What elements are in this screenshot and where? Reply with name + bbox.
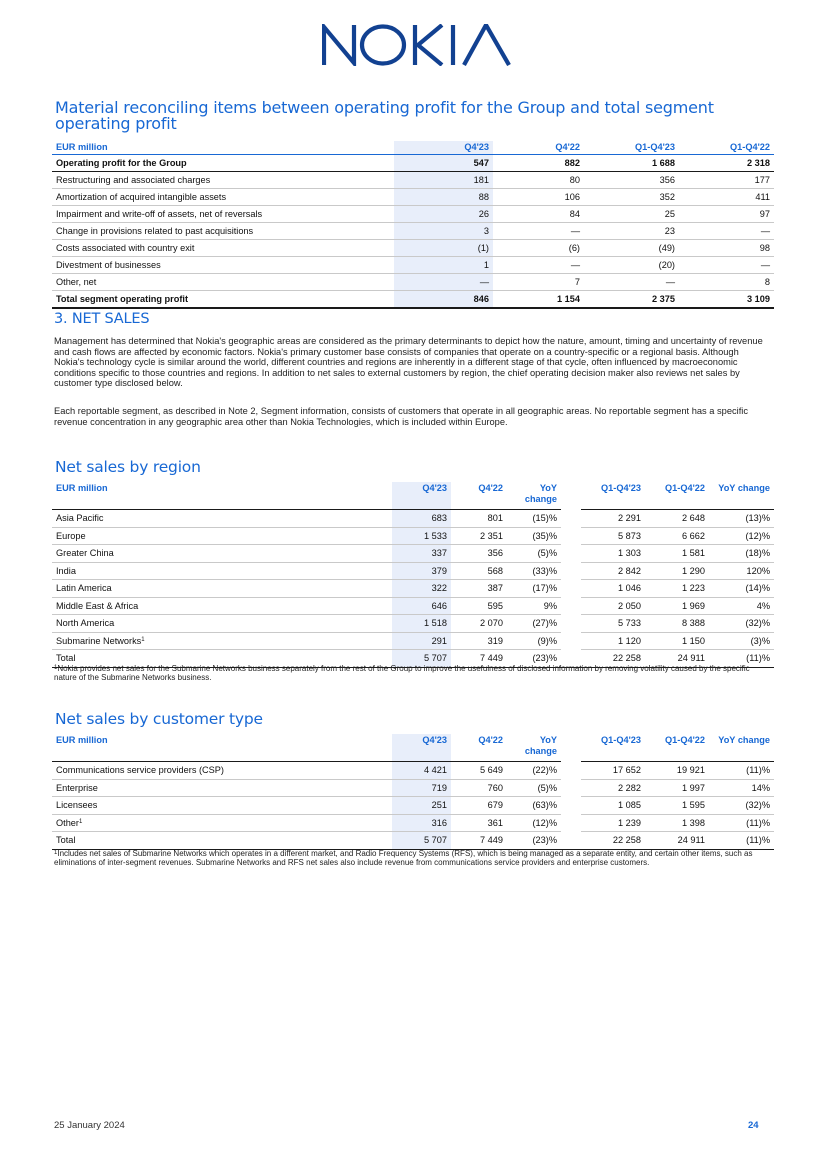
column-gap xyxy=(561,580,581,598)
table-cell: 251 xyxy=(392,797,451,815)
table-cell: (17)% xyxy=(507,580,561,598)
table-cell: 719 xyxy=(392,779,451,797)
table-cell: 26 xyxy=(394,206,493,223)
table-cell: (14)% xyxy=(709,580,774,598)
table-cell: 84 xyxy=(493,206,584,223)
column-header: Q4'23 xyxy=(394,141,493,155)
row-label-text: Latin America xyxy=(56,583,112,593)
table-cell: (1) xyxy=(394,240,493,257)
row-label-text: Asia Pacific xyxy=(56,513,104,523)
column-header: Q1-Q4'22 xyxy=(679,141,774,155)
table-cell: (32)% xyxy=(709,797,774,815)
row-label-text: Communications service providers (CSP) xyxy=(56,765,224,775)
table-cell: (35)% xyxy=(507,527,561,545)
table-cell: 1 533 xyxy=(392,527,451,545)
net-sales-paragraph-2: Each reportable segment, as described in Note 2, Segment information, consists of customers that operate in all geographic areas. No reportable segment has a specific revenue concentration in any geographic area other than Nokia Technologies, which is included within Europe. xyxy=(54,406,749,427)
table-cell: 5 649 xyxy=(451,762,507,780)
table-row xyxy=(52,274,774,291)
table-cell: 683 xyxy=(392,510,451,528)
column-header: Q4'22 xyxy=(493,141,584,155)
table-cell: 801 xyxy=(451,510,507,528)
table-cell: 120% xyxy=(709,562,774,580)
table-cell: 3 xyxy=(394,223,493,240)
table-cell: 22 258 xyxy=(581,650,645,668)
table-row xyxy=(52,155,774,172)
table-cell: 322 xyxy=(392,580,451,598)
column-gap xyxy=(561,734,581,762)
table-row xyxy=(52,223,774,240)
row-label: Divestment of businesses xyxy=(52,257,394,274)
table-cell: 3 109 xyxy=(679,291,774,309)
table-cell: 411 xyxy=(679,189,774,206)
table-cell: 2 318 xyxy=(679,155,774,172)
row-label-text: India xyxy=(56,565,76,576)
table-row xyxy=(52,615,774,633)
row-label xyxy=(52,510,392,528)
table-row xyxy=(52,206,774,223)
column-gap xyxy=(561,597,581,615)
table-row xyxy=(52,814,774,832)
table-cell: (20) xyxy=(584,257,679,274)
table-cell: (11)% xyxy=(709,650,774,668)
table-cell: 291 xyxy=(392,632,451,650)
table-cell: (23)% xyxy=(507,650,561,668)
table-cell: — xyxy=(584,274,679,291)
table-cell: (13)% xyxy=(709,510,774,528)
column-header: Q1-Q4'23 xyxy=(581,734,645,762)
column-header: Q4'23 xyxy=(392,734,451,762)
table-cell: 2 070 xyxy=(451,615,507,633)
table-cell: 5 733 xyxy=(581,615,645,633)
table-row xyxy=(52,257,774,274)
table-cell: 882 xyxy=(493,155,584,172)
region-footnote xyxy=(54,665,770,683)
table-cell: 24 911 xyxy=(645,650,709,668)
table-cell: 14% xyxy=(709,779,774,797)
column-header: Q1-Q4'23 xyxy=(584,141,679,155)
table-cell: 2 375 xyxy=(584,291,679,309)
table-cell: 1 290 xyxy=(645,562,709,580)
table-cell: 4% xyxy=(709,597,774,615)
row-label-text: Total xyxy=(56,835,76,845)
table-cell: (9)% xyxy=(507,632,561,650)
table-cell: 1 239 xyxy=(581,814,645,832)
table-row xyxy=(52,189,774,206)
table-cell: (12)% xyxy=(507,814,561,832)
table-cell: (23)% xyxy=(507,832,561,850)
table-cell: (11)% xyxy=(709,814,774,832)
table-cell: (22)% xyxy=(507,762,561,780)
table-cell: — xyxy=(679,257,774,274)
row-label xyxy=(52,545,392,563)
row-label: Total segment operating profit xyxy=(52,291,394,309)
row-label: Restructuring and associated charges xyxy=(52,172,394,189)
table-cell: — xyxy=(493,257,584,274)
row-label: Other, net xyxy=(52,274,394,291)
table-cell: 9% xyxy=(507,597,561,615)
footnote-marker: 1 xyxy=(141,636,145,643)
table-cell: 4 421 xyxy=(392,762,451,780)
table-cell: 568 xyxy=(451,562,507,580)
row-label-text: Total xyxy=(56,653,76,663)
customer-footnote-text: Includes net sales of Submarine Networks which operates in a different market, and Radio Frequency Systems (RFS), which is being managed as a separate entity, and certain other items, such as eliminations of inter-segment revenues. Submarine Networks and RFS net sales also include revenue from communications service providers and enterprise customers. xyxy=(54,849,753,867)
table-cell: 2 282 xyxy=(581,779,645,797)
table-row xyxy=(52,797,774,815)
row-label xyxy=(52,597,392,615)
footnote-marker: 1 xyxy=(54,665,58,671)
column-gap xyxy=(561,632,581,650)
row-label xyxy=(52,779,392,797)
table-row xyxy=(52,632,774,650)
column-gap xyxy=(561,762,581,780)
table-cell: 5 707 xyxy=(392,832,451,850)
table-cell: 387 xyxy=(451,580,507,598)
table-cell: 1 969 xyxy=(645,597,709,615)
column-gap xyxy=(561,562,581,580)
table-cell: 7 449 xyxy=(451,650,507,668)
column-header: Q4'23 xyxy=(392,482,451,510)
table-cell: 2 648 xyxy=(645,510,709,528)
table-cell: 1 398 xyxy=(645,814,709,832)
table-cell: 646 xyxy=(392,597,451,615)
table-cell: 1 595 xyxy=(645,797,709,815)
row-label-text: North America xyxy=(56,618,115,628)
row-label xyxy=(52,814,392,832)
table-cell: 2 842 xyxy=(581,562,645,580)
row-label xyxy=(52,527,392,545)
table-cell: 106 xyxy=(493,189,584,206)
row-label: Impairment and write-off of assets, net of reversals xyxy=(52,206,394,223)
table-cell: 6 662 xyxy=(645,527,709,545)
table-cell: 316 xyxy=(392,814,451,832)
row-label-text: Enterprise xyxy=(56,782,98,793)
column-header: Q4'22 xyxy=(451,734,507,762)
table-cell: 181 xyxy=(394,172,493,189)
table-row xyxy=(52,562,774,580)
table-cell: 8 xyxy=(679,274,774,291)
table-cell: 97 xyxy=(679,206,774,223)
table-row xyxy=(52,510,774,528)
reconciliation-table xyxy=(52,141,774,309)
table-cell: 177 xyxy=(679,172,774,189)
table-row xyxy=(52,580,774,598)
region-footnote-text: Nokia provides net sales for the Submarine Networks business separately from the rest of the Group to improve the usefulness of disclosed information by removing volatility caused by the specific nature of the Submarine Networks business. xyxy=(54,664,750,682)
table-row xyxy=(52,527,774,545)
region-table xyxy=(52,482,774,668)
table-row xyxy=(52,832,774,850)
table-cell: 24 911 xyxy=(645,832,709,850)
table-row xyxy=(52,597,774,615)
region-title: Net sales by region xyxy=(55,458,201,476)
table-cell: 1 xyxy=(394,257,493,274)
table-cell: 1 046 xyxy=(581,580,645,598)
table-cell: 1 518 xyxy=(392,615,451,633)
row-label xyxy=(52,562,392,580)
table-cell: 356 xyxy=(451,545,507,563)
row-label-text: Europe xyxy=(56,530,86,541)
table-cell: 356 xyxy=(584,172,679,189)
table-cell: (32)% xyxy=(709,615,774,633)
row-label xyxy=(52,832,392,850)
column-header: YoY change xyxy=(507,482,561,510)
table-cell: 1 688 xyxy=(584,155,679,172)
table-row xyxy=(52,291,774,309)
table-cell: — xyxy=(394,274,493,291)
table-cell: 2 291 xyxy=(581,510,645,528)
table-cell: 8 388 xyxy=(645,615,709,633)
row-label xyxy=(52,797,392,815)
table-cell: 846 xyxy=(394,291,493,309)
column-gap xyxy=(561,814,581,832)
table-row xyxy=(52,240,774,257)
row-label-text: Other xyxy=(56,817,79,828)
column-gap xyxy=(561,779,581,797)
table-cell: (49) xyxy=(584,240,679,257)
column-gap xyxy=(561,482,581,510)
row-label-text: Submarine Networks xyxy=(56,635,142,646)
table-cell: 1 154 xyxy=(493,291,584,309)
table-cell: 7 xyxy=(493,274,584,291)
customer-footnote xyxy=(54,850,770,868)
table-cell: 19 921 xyxy=(645,762,709,780)
table-cell: (5)% xyxy=(507,545,561,563)
column-gap xyxy=(561,527,581,545)
table-cell: 1 303 xyxy=(581,545,645,563)
row-label xyxy=(52,762,392,780)
customer-table xyxy=(52,734,774,850)
row-label: Change in provisions related to past acquisitions xyxy=(52,223,394,240)
table-cell: 319 xyxy=(451,632,507,650)
column-gap xyxy=(561,797,581,815)
row-label xyxy=(52,580,392,598)
table-cell: 25 xyxy=(584,206,679,223)
table-cell: (18)% xyxy=(709,545,774,563)
row-label-text: Licensees xyxy=(56,800,98,810)
table-cell: (6) xyxy=(493,240,584,257)
row-label: Operating profit for the Group xyxy=(52,155,394,172)
table-cell: 595 xyxy=(451,597,507,615)
table-cell: 760 xyxy=(451,779,507,797)
table-cell: (12)% xyxy=(709,527,774,545)
table-cell: 98 xyxy=(679,240,774,257)
table-cell: 1 085 xyxy=(581,797,645,815)
table-cell: 1 223 xyxy=(645,580,709,598)
table-cell: 352 xyxy=(584,189,679,206)
table-cell: (11)% xyxy=(709,832,774,850)
table-cell: 361 xyxy=(451,814,507,832)
table-cell: (63)% xyxy=(507,797,561,815)
footer-date: 25 January 2024 xyxy=(54,1120,125,1131)
row-label-text: Middle East & Africa xyxy=(56,600,139,611)
table-cell: 1 150 xyxy=(645,632,709,650)
column-gap xyxy=(561,545,581,563)
table-cell: 88 xyxy=(394,189,493,206)
reconciliation-title: Material reconciling items between operating profit for the Group and total segment operating profit xyxy=(55,98,714,133)
net-sales-heading: 3. NET SALES xyxy=(54,311,150,327)
table-cell: (15)% xyxy=(507,510,561,528)
row-label xyxy=(52,632,392,650)
table-cell: 679 xyxy=(451,797,507,815)
table-cell: (11)% xyxy=(709,762,774,780)
table-cell: 23 xyxy=(584,223,679,240)
column-header: EUR million xyxy=(52,734,392,762)
column-header: Q1-Q4'22 xyxy=(645,734,709,762)
table-row xyxy=(52,779,774,797)
table-cell: 1 997 xyxy=(645,779,709,797)
table-cell: 22 258 xyxy=(581,832,645,850)
column-header: Q1-Q4'22 xyxy=(645,482,709,510)
table-cell: 1 120 xyxy=(581,632,645,650)
table-cell: (27)% xyxy=(507,615,561,633)
column-gap xyxy=(561,615,581,633)
table-cell: 80 xyxy=(493,172,584,189)
nokia-logo xyxy=(322,24,512,66)
table-cell: (33)% xyxy=(507,562,561,580)
page-number: 24 xyxy=(748,1120,759,1131)
customer-title: Net sales by customer type xyxy=(55,710,263,728)
net-sales-paragraph-1: Management has determined that Nokia's geographic areas are considered as the primary determinants to depict how the nature, amount, timing and uncertainty of revenue and cash flows are affected by economic factors. Nokia's primary customer base consists of companies that operate on a country-specific or a regional basis. Although Nokia's technology cycle is similar around the world, different countries and regions are inherently in a different stage of that cycle, often influenced by macroeconomic conditions specific to those countries and regions. In addition to net sales to external customers by region, the chief operating decision maker also reviews net sales by customer type disclosed below. xyxy=(54,336,763,389)
table-cell: 379 xyxy=(392,562,451,580)
row-label: Amortization of acquired intangible assets xyxy=(52,189,394,206)
table-row xyxy=(52,545,774,563)
table-row xyxy=(52,762,774,780)
table-cell: — xyxy=(679,223,774,240)
column-header: YoY change xyxy=(507,734,561,762)
row-label: Costs associated with country exit xyxy=(52,240,394,257)
footnote-marker: 1 xyxy=(78,818,83,825)
table-cell: (3)% xyxy=(709,632,774,650)
table-cell: 547 xyxy=(394,155,493,172)
table-row xyxy=(52,172,774,189)
table-cell: 2 050 xyxy=(581,597,645,615)
column-header: Q1-Q4'23 xyxy=(581,482,645,510)
column-header: YoY change xyxy=(709,734,774,762)
table-cell: 337 xyxy=(392,545,451,563)
row-label-text: Greater China xyxy=(56,548,114,558)
column-header: EUR million xyxy=(52,141,394,155)
table-cell: — xyxy=(493,223,584,240)
footnote-marker: 1 xyxy=(54,850,58,856)
table-cell: 7 449 xyxy=(451,832,507,850)
table-cell: 2 351 xyxy=(451,527,507,545)
column-header: Q4'22 xyxy=(451,482,507,510)
table-cell: 5 707 xyxy=(392,650,451,668)
column-gap xyxy=(561,510,581,528)
table-cell: 5 873 xyxy=(581,527,645,545)
table-cell: (5)% xyxy=(507,779,561,797)
column-header: YoY change xyxy=(709,482,774,510)
table-cell: 17 652 xyxy=(581,762,645,780)
table-cell: 1 581 xyxy=(645,545,709,563)
row-label xyxy=(52,615,392,633)
column-header: EUR million xyxy=(52,482,392,510)
column-gap xyxy=(561,832,581,850)
